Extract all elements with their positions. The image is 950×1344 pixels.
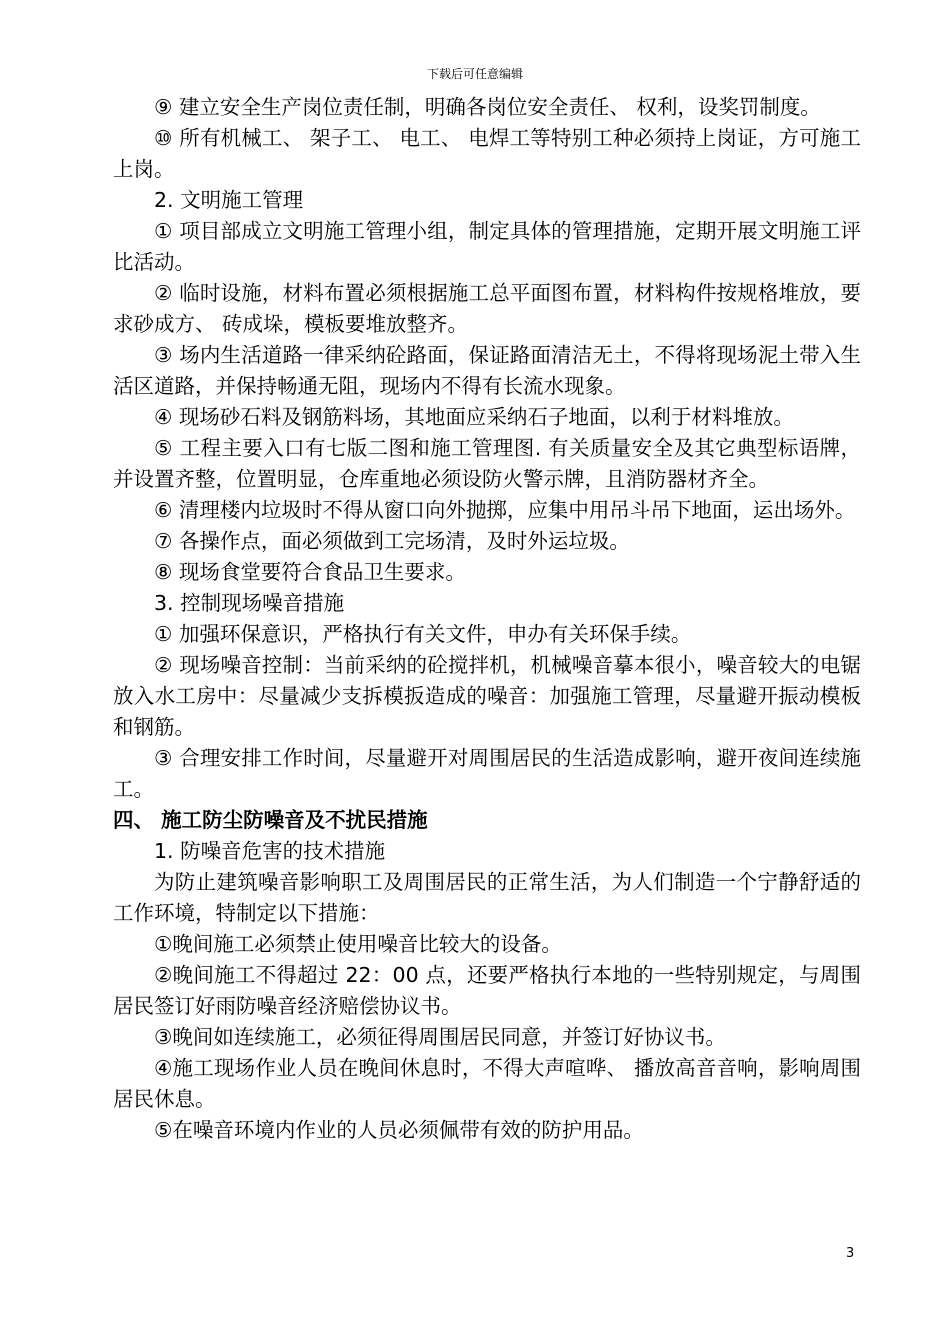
paragraph: ③ 场内生活道路一律采纳砼路面，保证路面清洁无土，不得将现场泥土带入生活区道路，并保持畅通无阻，现场内不得有长流水现象。 xyxy=(113,343,861,398)
paragraph: ⑨ 建立安全生产岗位责任制，明确各岗位安全责任、 权利，设奖罚制度。 xyxy=(154,95,821,119)
paragraph: ① 项目部成立文明施工管理小组，制定具体的管理措施，定期开展文明施工评比活动。 xyxy=(113,219,861,274)
paragraph: ⑤在噪音环境内作业的人员必须佩带有效的防护用品。 xyxy=(154,1118,644,1142)
paragraph: ⑥ 清理楼内垃圾时不得从窗口向外抛掷，应集中用吊斗吊下地面，运出场外。 xyxy=(154,498,856,522)
subheading: 3. 控制现场噪音措施 xyxy=(154,591,345,615)
paragraph: ① 加强环保意识，严格执行有关文件，申办有关环保手续。 xyxy=(154,622,692,646)
paragraph: ④施工现场作业人员在晚间休息时，不得大声喧哗、 播放高音音响，影响周围居民休息。 xyxy=(113,1056,861,1111)
paragraph: ①晚间施工必须禁止使用噪音比较大的设备。 xyxy=(154,932,562,956)
paragraph: ② 临时设施，材料布置必须根据施工总平面图布置，材料构件按规格堆放，要求砂成方、 砖成垛，模板要堆放整齐。 xyxy=(113,281,861,336)
paragraph: ⑤ 工程主要入口有七版二图和施工管理图. 有关质量安全及其它典型标语牌，并设置齐整，位置明显，仓库重地必须设防火警示牌，且消防器材齐全。 xyxy=(113,436,861,491)
paragraph: ③晚间如连续施工，必须征得周围居民同意，并签订好协议书。 xyxy=(154,1025,726,1049)
paragraph: ⑩ 所有机械工、 架子工、 电工、 电焊工等特别工种必须持上岗证，方可施工上岗。 xyxy=(113,126,861,181)
paragraph: ②晚间施工不得超过 22：00 点，还要严格执行本地的一些特别规定，与周围居民签订好雨防噪音经济赔偿协议书。 xyxy=(113,963,861,1018)
paragraph: ② 现场噪音控制：当前采纳的砼搅拌机，机械噪音摹本很小，噪音较大的电锯放入水工房中：尽量减少支拆模扳造成的噪音：加强施工管理，尽量避开振动模板和钢筋。 xyxy=(113,653,861,739)
paragraph: 为防止建筑噪音影响职工及周围居民的正常生活，为人们制造一个宁静舒适的工作环境，特制定以下措施： xyxy=(113,870,861,925)
paragraph: ③ 合理安排工作时间，尽量避开对周围居民的生活造成影响，避开夜间连续施工。 xyxy=(113,746,861,801)
subheading: 2. 文明施工管理 xyxy=(154,188,304,212)
paragraph: ⑧ 现场食堂要符合食品卫生要求。 xyxy=(154,560,466,584)
paragraph: ④ 现场砂石料及钢筋料场，其地面应采纳石子地面，以利于材料堆放。 xyxy=(154,405,794,429)
subheading: 1. 防噪音危害的技术措施 xyxy=(154,839,386,863)
page-header: 下载后可任意编辑 xyxy=(426,67,523,81)
document-body xyxy=(113,92,861,1146)
page-number: 3 xyxy=(846,1246,855,1261)
paragraph: ⑦ 各操作点，面必须做到工完场清，及时外运垃圾。 xyxy=(154,529,630,553)
section-heading: 四、 施工防尘防噪音及不扰民措施 xyxy=(113,808,428,832)
